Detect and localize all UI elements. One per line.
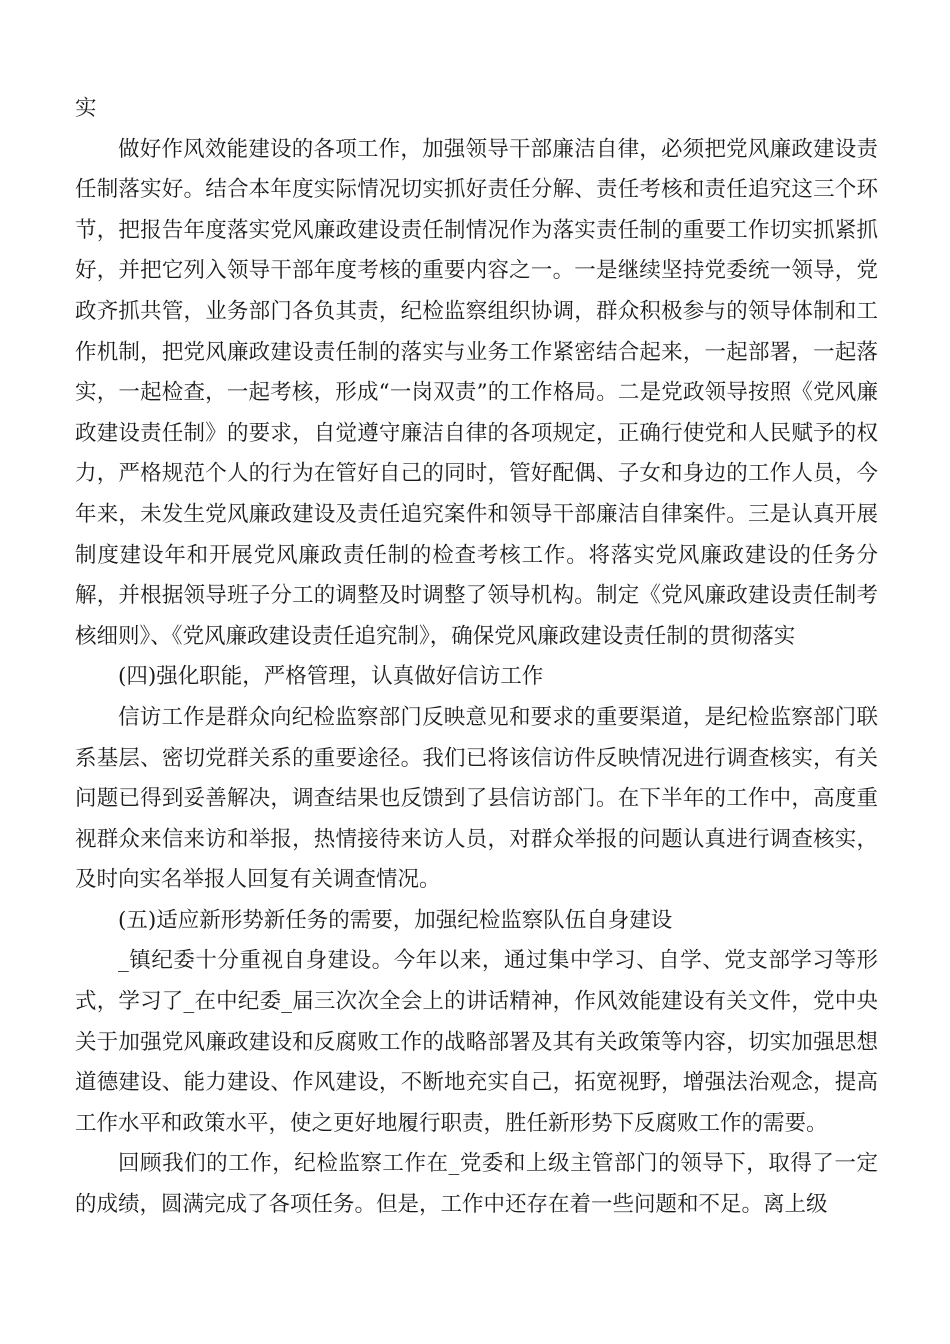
section-heading-5: (五)适应新形势新任务的需要，加强纪检监察队伍自身建设 [118, 907, 673, 933]
section-heading-4: (四)强化职能，严格管理，认真做好信访工作 [118, 664, 544, 690]
paragraph-review: 回顾我们的工作，纪检监察工作在_党委和上级主管部门的领导下，取得了一定的成绩，圆满完成了各项任务。但是，工作中还存在着一些问题和不足。离上级 [75, 1151, 878, 1218]
paragraph-petition-work: 信访工作是群众向纪检监察部门反映意见和要求的重要渠道，是纪检监察部门联系基层、密切党群关系的重要途径。我们已将该信访件反映情况进行调查核实，有关问题已得到妥善解决，调查结果也反馈到了县信访部门。在下半年的工作中，高度重视群众来信来访和举报，热情接待来访人员，对群众举报的问题认真进行调查核实，及时向实名举报人回复有关调查情况。 [75, 704, 878, 893]
paragraph-continuation: 实 [75, 96, 97, 121]
paragraph-responsibility-system: 做好作风效能建设的各项工作，加强领导干部廉洁自律，必须把党风廉政建设责任制落实好。结合本年度实际情况切实抓好责任分解、责任考核和责任追究这三个环节，把报告年度落实党风廉政建设责任制情况作为落实责任制的重要工作切实抓紧抓好，并把它列入领导干部年度考核的重要内容之一。一是继续坚持党委统一领导，党政齐抓共管，业务部门各负其责，纪检监察组织协调，群众积极参与的领导体制和工作机制，把党风廉政建设责任制的落实与业务工作紧密结合起来，一起部署，一起落实，一起检查，一起考核，形成“一岗双责”的工作格局。二是党政领导按照《党风廉政建设责任制》的要求，自觉遵守廉洁自律的各项规定，正确行使党和人民赋予的权力，严格规范个人的行为在管好自己的同时，管好配偶、子女和身边的工作人员，今年来，未发生党风廉政建设及责任追究案件和领导干部廉洁自律案件。三是认真开展制度建设年和开展党风廉政责任制的检查考核工作。将落实党风廉政建设的任务分解，并根据领导班子分工的调整及时调整了领导机构。制定《党风廉政建设责任制考核细则》、《党风廉政建设责任追究制》，确保党风廉政建设责任制的贯彻落实 [75, 136, 878, 649]
paragraph-self-building: _镇纪委十分重视自身建设。今年以来，通过集中学习、自学、党支部学习等形式，学习了_在中纪委_届三次次全会上的讲话精神，作风效能建设有关文件，党中央关于加强党风廉政建设和反腐败工作的战略部署及其有关政策等内容，切实加强思想道德建设、能力建设、作风建设，不断地充实自己，拓宽视野，增强法治观念，提高工作水平和政策水平，使之更好地履行职责，胜任新形势下反腐败工作的需要。 [75, 948, 878, 1136]
